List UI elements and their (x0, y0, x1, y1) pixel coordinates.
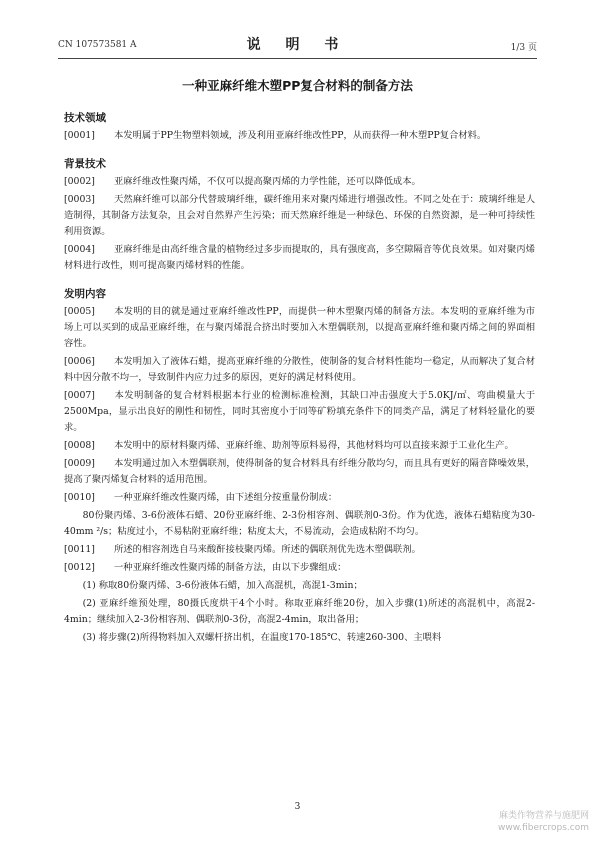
paragraph (64, 174, 535, 190)
paragraph (64, 456, 535, 488)
paragraph-number: [0007] (64, 390, 95, 401)
section-heading: 技术领域 (64, 112, 106, 124)
paragraph (64, 304, 535, 352)
document-type-title: 说 明 书 (246, 37, 349, 53)
watermark-site-name: 麻类作物营养与施肥网 (498, 811, 589, 821)
page-info: 1/3 页 (510, 43, 537, 53)
paragraph-text: 天然麻纤维可以部分代替玻璃纤维，碳纤维用来对聚丙烯进行增强改性。不同之处在于：玻璃纤维是人造制得，其制备方法复杂，且会对自然界产生污染；而天然麻纤维是一种绿色、环保的自然资源，是一种可持续性利用资源。 (64, 194, 535, 237)
paragraph (64, 542, 535, 558)
paragraph-continuation: 80份聚丙烯、3-6份液体石蜡、20份亚麻纤维、2-3份相容剂、偶联剂0-3份。作为优选，液体石蜡粘度为30-40mm ²/s；粘度过小，不易粘附亚麻纤维；粘度太大，不易流动，会造成粘附不均匀。 (64, 510, 535, 537)
paragraph-number: [0010] (64, 492, 95, 503)
paragraph-number: [0001] (64, 130, 95, 141)
watermark (498, 810, 589, 834)
paragraph-text: 亚麻纤维是由高纤维含量的植物经过多步而提取的，具有强度高，多空隙隔音等优良效果。如对聚丙烯材料进行改性，则可提高聚丙烯材料的性能。 (64, 244, 535, 271)
patent-title: 一种亚麻纤维木塑PP复合材料的制备方法 (182, 78, 413, 93)
paragraph-text: 本发明的目的就是通过亚麻纤维改性PP，而提供一种木塑聚丙烯的制备方法。本发明的亚麻纤维为市场上可以买到的成品亚麻纤维，在与聚丙烯混合挤出时要加入木塑偶联剂，以提高亚麻纤维和聚丙烯之间的界面相容性。 (64, 306, 535, 349)
paragraph (64, 354, 535, 386)
document-body (64, 111, 535, 659)
publication-number: CN 107573581 A (58, 40, 137, 50)
paragraph-text: 本发明制备的复合材料根据本行业的检测标准检测，其缺口冲击强度大于5.0KJ/㎡、弯曲模量大于2500Mpa，显示出良好的刚性和韧性，同时其密度小于同等矿粉填充条件下的同类产品，满足了材料轻量化的要求。 (64, 390, 535, 433)
paragraph-text: 所述的相容剂选自马来酸酐接枝聚丙烯。所述的偶联剂优先选木塑偶联剂。 (114, 544, 421, 555)
paragraph (64, 490, 535, 506)
paragraph-number: [0012] (64, 562, 95, 573)
paragraph-text: 本发明通过加入木塑偶联剂，使得制备的复合材料具有纤维分散均匀，而且具有更好的隔音降噪效果，提高了聚丙烯复合材料的适用范围。 (64, 458, 535, 485)
watermark-url: www.fibercrops.com (498, 823, 589, 833)
paragraph-continuation: (2) 亚麻纤维预处理，80摄氏度烘干4个小时。称取亚麻纤维20份，加入步骤(1)所述的高混机中，高混2-4min；继续加入2-3份相容剂、偶联剂0-3份，高混2-4min，取出备用； (64, 598, 535, 625)
paragraph-text: 一种亚麻纤维改性聚丙烯，由下述组分按重量份制成： (114, 492, 338, 503)
paragraph-number: [0006] (64, 356, 95, 367)
paragraph-number: [0002] (64, 176, 95, 187)
section (64, 287, 535, 646)
paragraph-number: [0005] (64, 306, 95, 317)
paragraph-number: [0008] (64, 440, 95, 451)
page-number: 3 (294, 802, 301, 812)
paragraph-text: 一种亚麻纤维改性聚丙烯的制备方法，由以下步骤组成： (114, 562, 347, 573)
paragraph (64, 388, 535, 436)
paragraph-text: 本发明中的原材料聚丙烯、亚麻纤维、助剂等原料易得，其他材料均可以直接来源于工业化生产。 (114, 440, 514, 451)
paragraph-text: 本发明属于PP生物塑料领域，涉及利用亚麻纤维改性PP，从而获得一种木塑PP复合材料。 (114, 130, 487, 141)
paragraph-continuation: (1) 称取80份聚丙烯、3-6份液体石蜡，加入高混机，高混1-3min； (82, 580, 363, 591)
paragraph (64, 128, 535, 144)
section (64, 111, 535, 144)
paragraph-text: 亚麻纤维改性聚丙烯，不仅可以提高聚丙烯的力学性能，还可以降低成本。 (114, 176, 421, 187)
paragraph-number: [0004] (64, 244, 95, 255)
paragraph (64, 242, 535, 274)
paragraph-text: 本发明加入了液体石蜡，提高亚麻纤维的分散性，使制备的复合材料性能均一稳定，从而解决了复合材料中因分散不均一，导致制件内应力过多的原因，更好的满足材料使用。 (64, 356, 535, 383)
paragraph-number: [0003] (64, 194, 95, 205)
section-heading: 发明内容 (64, 288, 106, 300)
paragraph-number: [0011] (64, 544, 95, 555)
section-heading: 背景技术 (64, 158, 106, 170)
paragraph (64, 192, 535, 240)
page-header (58, 34, 537, 56)
section (64, 157, 535, 274)
paragraph-continuation: (3) 将步骤(2)所得物料加入双螺杆挤出机，在温度170-185℃、转速260-300、主喂料 (82, 632, 442, 643)
paragraph (64, 560, 535, 576)
header-divider (58, 58, 537, 59)
paragraph (64, 438, 535, 454)
paragraph-number: [0009] (64, 458, 95, 469)
